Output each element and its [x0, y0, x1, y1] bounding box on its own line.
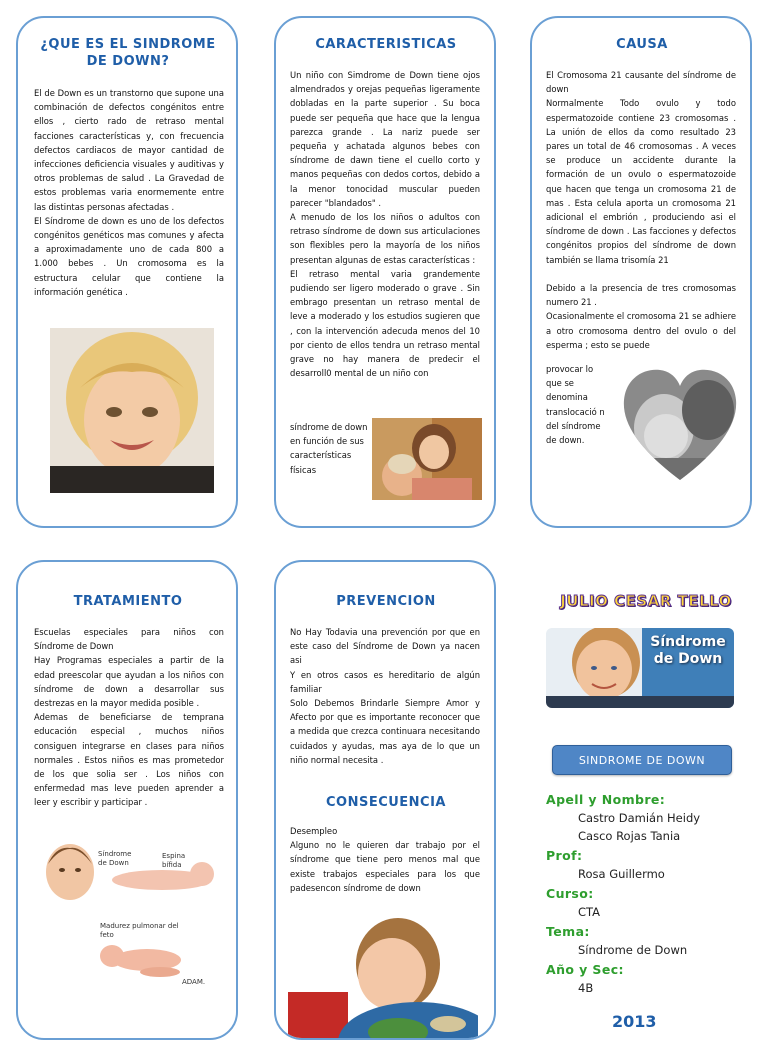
cover-photo-caption: Síndrome de Down — [650, 634, 726, 667]
panel-title: CARACTERISTICAS — [315, 37, 457, 52]
year: 2013 — [612, 1012, 657, 1031]
heart-photo — [620, 366, 740, 484]
consecuencia-title: CONSECUENCIA — [325, 795, 446, 810]
author-title: JULIO CESAR TELLO — [560, 592, 732, 610]
value-ano-sec: 4B — [578, 981, 594, 995]
label-ano-sec: Año y Sec: — [546, 962, 624, 977]
adam-logo: ADAM. — [182, 978, 206, 986]
child-with-globe-photo — [288, 912, 478, 1040]
panel-text: No Hay Todavia una prevención por que en este caso del Síndrome de Down ya nacen asi Y en otros casos es hereditario de algún familiar Solo Debemos Brindarle Siempre Amor y Afecto por que es importante reconocer que a medida que crezca continuara necesitando cuidados y ayudas, mas aya de lo que un niño normal necesita . — [290, 627, 480, 765]
label-tema: Tema: — [546, 924, 590, 939]
panel-title: PREVENCION — [336, 594, 436, 609]
label-prof: Prof: — [546, 848, 583, 863]
panel-text-tail: provocar lo que se denomina translocació n del síndrome de down. — [546, 364, 605, 446]
value-student-2: Casco Rojas Tania — [578, 829, 681, 843]
panel-causa — [530, 16, 752, 528]
child-with-doll-photo — [372, 418, 482, 500]
topic-badge: SINDROME DE DOWN — [552, 745, 732, 775]
panel-title: CAUSA — [616, 37, 668, 52]
panel-prevencion — [274, 560, 496, 1040]
panel-que-es — [16, 16, 238, 528]
panel-text-tail: síndrome de down en función de sus características físicas — [290, 422, 368, 475]
label-sindrome: Síndrome de Down — [98, 850, 132, 867]
label-apell-nombre: Apell y Nombre: — [546, 792, 666, 807]
panel-tratamiento — [16, 560, 238, 1040]
panel-title: TRATAMIENTO — [73, 594, 183, 609]
value-prof: Rosa Guillermo — [578, 867, 665, 881]
cover-photo — [546, 628, 734, 708]
label-espina: Espina bífida — [162, 852, 186, 869]
child-portrait-photo — [50, 328, 214, 493]
panel-text: Un niño con Simdrome de Down tiene ojos almendrados y orejas pequeñas ligeramente dobladas en la parte superior . Su boca puede ser pequeña que hace que la lengua parezca grande . La nariz puede ser pequeña y achatada algunos bebes con síndrome de dawn tiene el cuello corto y manos pequeñas con dedos cortos, debido a la menor tonocidad muscular pueden parecer "blandados" . A menudo de los los niños o adultos con retraso síndrome de down sus articulaciones son flexibles pero la mayoría de los niños presentan algunas de estas características : El retraso mental varia grandemente pudiendo ser ligero moderado o grave . Sin embrago presentan un retraso mental de leve a moderado y los estudios sugieren que , con la intervención adecuda menos del 10 por ciento de ellos tendra un retraso mental grave no hay manera de predecir el desarroll0 mental de un niño con — [290, 70, 480, 379]
panel-caracteristicas — [274, 16, 496, 528]
panel-text: El Cromosoma 21 causante del síndrome de down Normalmente Todo ovulo y todo espermatozoide contiene 23 cromosomas . La unión de ellos da como resultado 23 pares un total de 46 cromosomas . A veces se produce un accidente durante la formación de un ovulo o espermatozoide que hacen que tenga un cromosoma 21 de mas . Esta celula aporta un cromosoma 21 adicional el embrión , produciendo asi el síndrome de down . Las facciones y defectos congénitos propios del síndrome de down también se llama trisomía 21 Debido a la presencia de tres cromosomas numero 21 . Ocasionalmente el cromosoma 21 se adhiere a otro cromosoma dentro del ovulo o del esperma ; esto se puede — [546, 70, 736, 350]
value-curso: CTA — [578, 905, 601, 919]
panel-text: El de Down es un transtorno que supone una combinación de defectos congénitos entre ellos , cierto rado de retraso mental facciones características y, con frecuencia defectos cardiacos de mayor cantidad de infecciones deficiencia visuales y auditivas y otros problemas de salud . La Gravedad de estos problemas varia enormemente entre las distintas personas afectadas . El Síndrome de down es uno de los defectos congénitos genéticos mas comunes y afecta a aproximadamente uno de cada 800 a 1.000 bebes . Un cromosoma es la estructura celular que contiene la información genética . — [34, 88, 224, 297]
panel-title: ¿QUE ES EL SINDROME DE DOWN? — [40, 37, 216, 69]
value-student-1: Castro Damián Heidy — [578, 811, 701, 825]
label-curso: Curso: — [546, 886, 594, 901]
adam-medical-diagram — [42, 834, 222, 994]
value-tema: Síndrome de Down — [578, 943, 688, 957]
consecuencia-text: Desempleo Alguno no le quieren dar trabajo por el síndrome que tiene pero menos mal que existe trabajos especiales para los que padesencon síndrome de down — [290, 826, 480, 893]
label-madurez: Madurez pulmonar del feto — [100, 922, 179, 939]
panel-text: Escuelas especiales para niños con Síndrome de Down Hay Programas especiales a partir de la edad preescolar que ayudan a los niños con síndrome de down a desarrollar sus destrezas en la mayor medida posible . Ademas de beneficiarse de temprana educación especial , muchos niños consiguen integrarse en clases para niños normales . Estos niños es mas prometedor de los que solia ser . Los niños con enfermedad mas leve pueden aprender a leer y escribir y participar . — [34, 627, 224, 808]
